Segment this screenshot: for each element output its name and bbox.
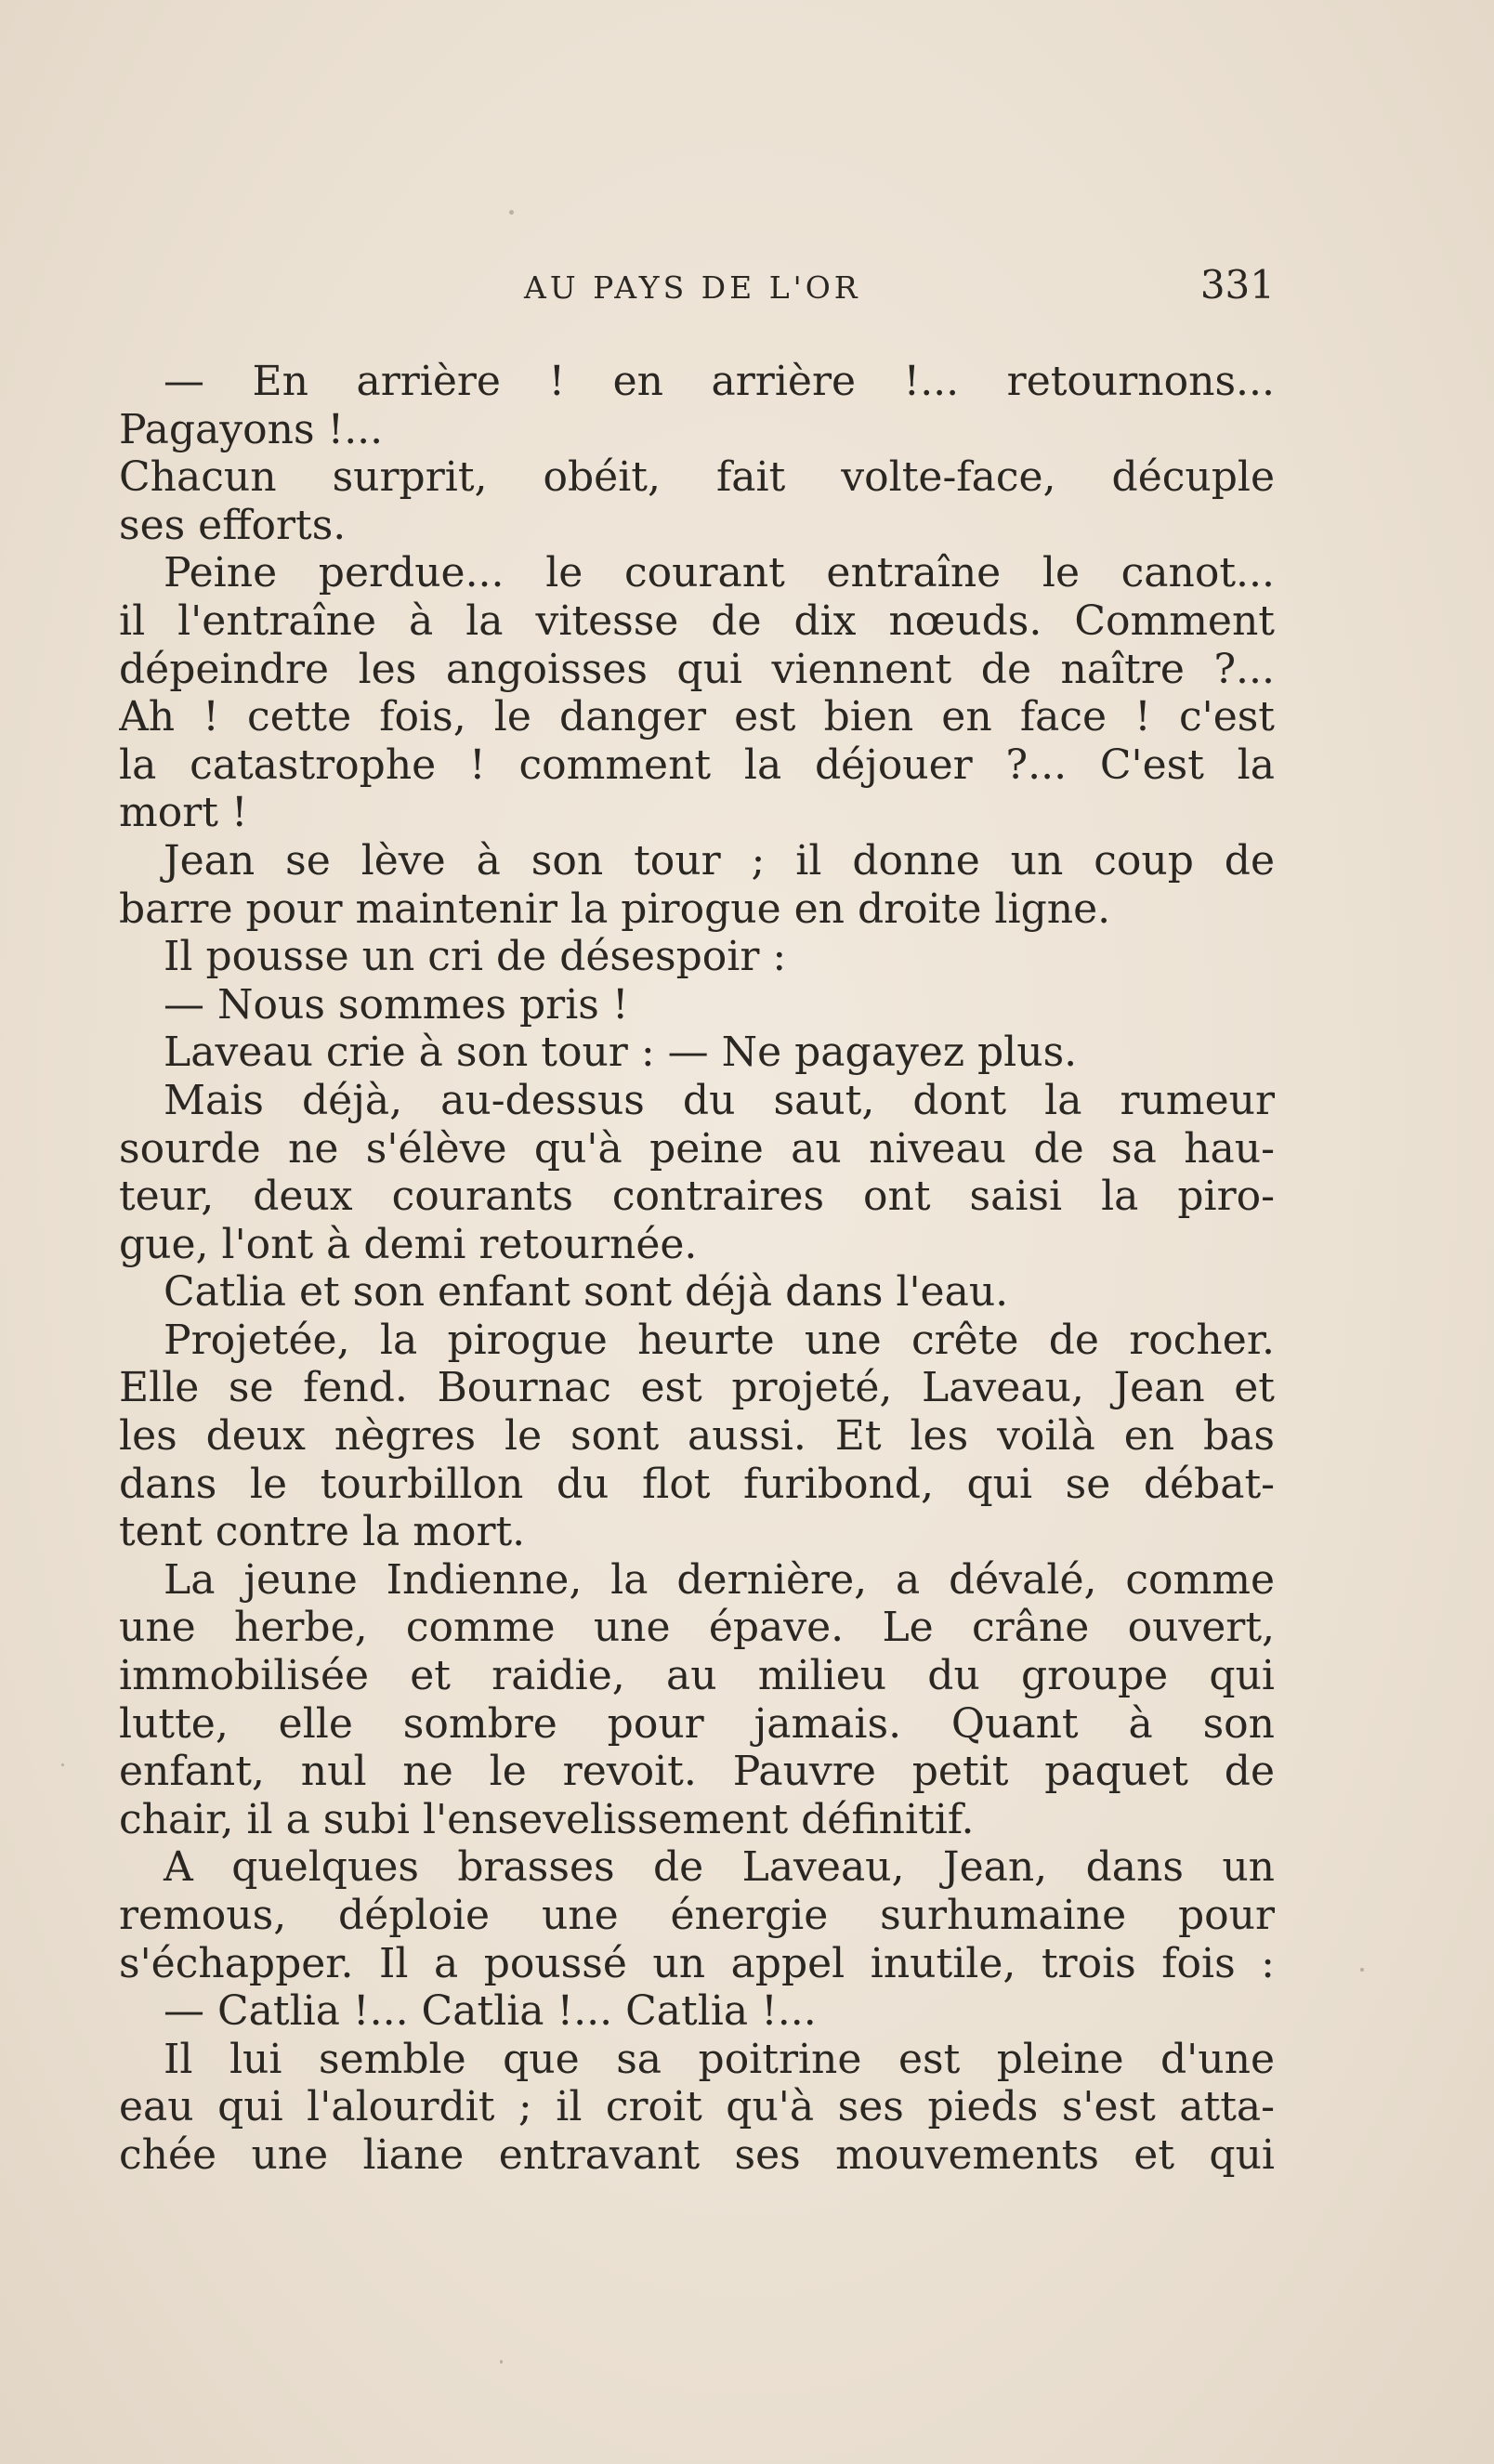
page-number: 331	[1199, 262, 1275, 308]
body-text	[119, 358, 1275, 2180]
text-line: barre pour maintenir la pirogue en droite ligne.	[119, 885, 1111, 933]
text-line: Mais déjà, au-dessus du saut, dont la rumeur	[164, 1076, 1275, 1124]
text-line: — Nous sommes pris !	[164, 980, 629, 1029]
text-line: Pagayons !...	[119, 405, 384, 453]
text-line: Projetée, la pirogue heurte une crête de rocher.	[164, 1316, 1275, 1364]
text-line: Peine perdue... le courant entraîne le canot...	[164, 549, 1275, 597]
text-line: sourde ne s'élève qu'à peine au niveau de sa hau-	[119, 1124, 1275, 1173]
paper-speck	[1360, 1968, 1364, 1972]
text-line: Il pousse un cri de désespoir :	[164, 933, 787, 981]
text-line: Il lui semble que sa poitrine est pleine d'une	[164, 2035, 1275, 2083]
text-line: ses efforts.	[119, 501, 347, 549]
text-line: chair, il a subi l'ensevelissement définitif.	[119, 1795, 975, 1843]
text-line: il l'entraîne à la vitesse de dix nœuds. Comment	[119, 596, 1275, 645]
text-line: Chacun surprit, obéit, fait volte-face, décuple	[119, 453, 1275, 502]
text-line: mort !	[119, 789, 248, 837]
text-line: Jean se lève à son tour ; il donne un coup de	[164, 836, 1275, 885]
text-line: Ah ! cette fois, le danger est bien en face ! c'est	[119, 693, 1275, 741]
text-line: Catlia et son enfant sont déjà dans l'eau.	[164, 1268, 1009, 1317]
text-line: dépeindre les angoisses qui viennent de naître ?...	[119, 645, 1275, 693]
text-line: chée une liane entravant ses mouvements et qui	[119, 2130, 1275, 2179]
text-line: dans le tourbillon du flot furibond, qui se débat-	[119, 1460, 1275, 1508]
text-line: s'échapper. Il a poussé un appel inutile, trois fois :	[119, 1939, 1275, 1987]
text-line: Laveau crie à son tour : — Ne pagayez plus.	[164, 1029, 1078, 1077]
text-line: remous, déploie une énergie surhumaine pour	[119, 1892, 1275, 1939]
text-line: teur, deux courants contraires ont saisi la piro-	[119, 1173, 1275, 1221]
text-line: eau qui l'alourdit ; il croit qu'à ses pieds s'est atta-	[119, 2083, 1275, 2131]
text-line: immobilisée et raidie, au milieu du groupe qui	[119, 1652, 1275, 1700]
page-header	[119, 262, 1275, 318]
text-line: enfant, nul ne le revoit. Pauvre petit paquet de	[119, 1748, 1275, 1796]
text-line: — En arrière ! en arrière !... retournons...	[164, 358, 1275, 405]
running-title: AU PAYS DE L'OR	[524, 269, 861, 306]
text-line: — Catlia !... Catlia !... Catlia !...	[164, 1987, 817, 2036]
paper-speck	[500, 2360, 503, 2364]
text-line: A quelques brasses de Laveau, Jean, dans un	[164, 1843, 1275, 1892]
text-line: une herbe, comme une épave. Le crâne ouvert,	[119, 1604, 1275, 1652]
paper-speck	[509, 210, 514, 215]
text-line: La jeune Indienne, la dernière, a dévalé, comme	[164, 1555, 1275, 1604]
text-line: la catastrophe ! comment la déjouer ?... C'est la	[119, 741, 1275, 789]
text-line: lutte, elle sombre pour jamais. Quant à son	[119, 1699, 1275, 1748]
text-line: tent contre la mort.	[119, 1508, 526, 1556]
paper-speck	[61, 1763, 64, 1766]
text-line: les deux nègres le sont aussi. Et les voilà en bas	[119, 1412, 1275, 1461]
text-line: Elle se fend. Bournac est projeté, Laveau, Jean et	[119, 1364, 1275, 1412]
text-line: gue, l'ont à demi retournée.	[119, 1220, 698, 1268]
